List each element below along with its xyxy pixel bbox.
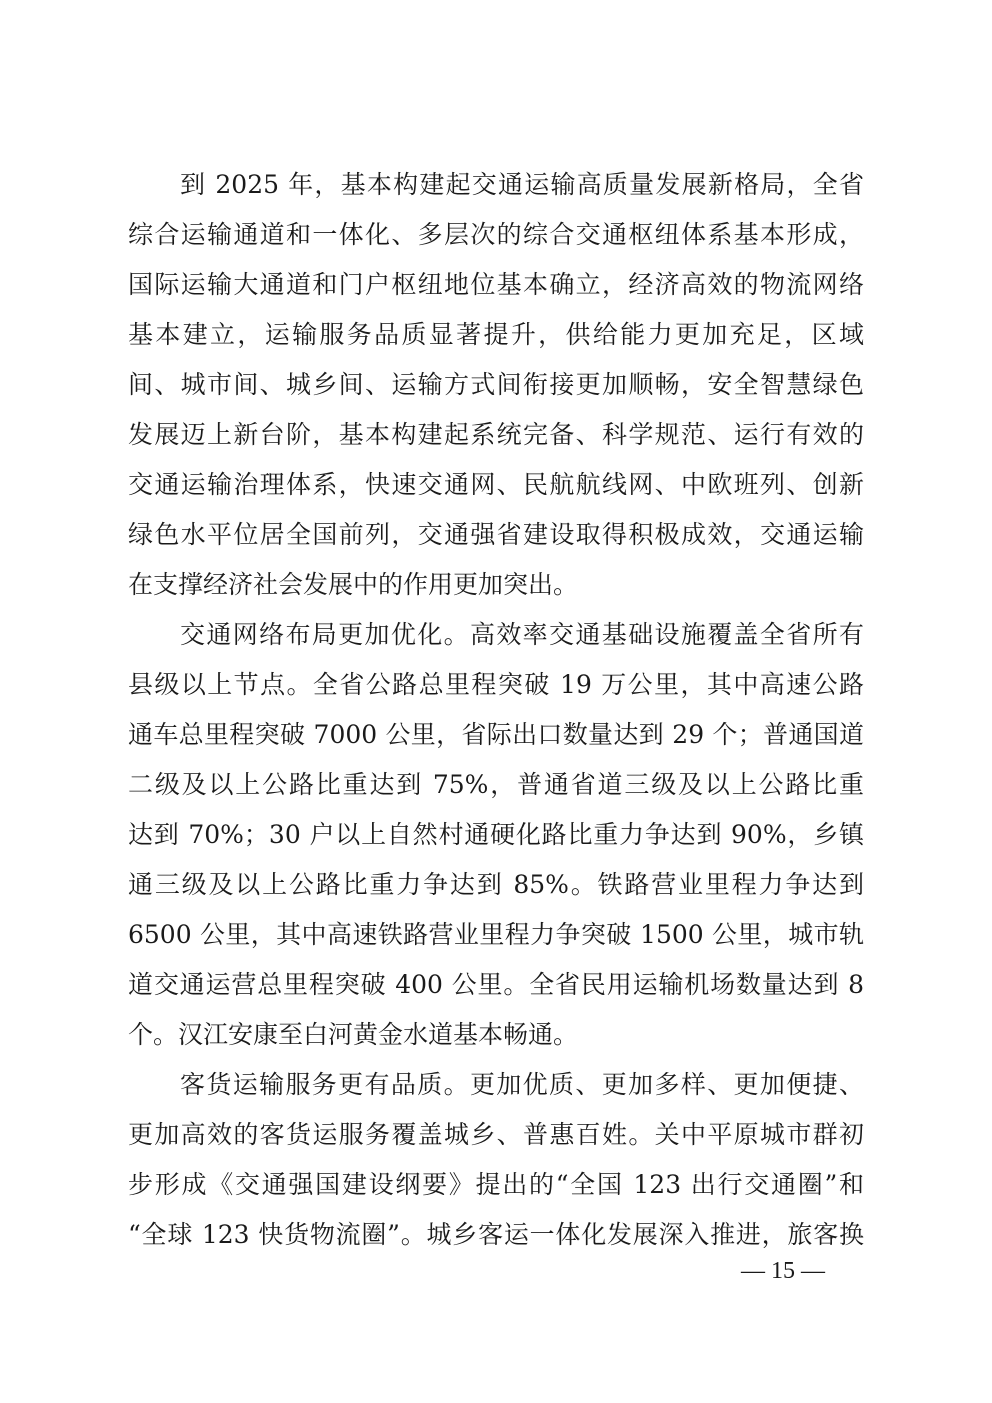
text-line: 通三级及以上公路比重力争达到 85%。铁路营业里程力争达到 (128, 870, 864, 899)
text-line: 县级以上节点。全省公路总里程突破 19 万公里，其中高速公路 (128, 670, 864, 699)
text-line: 个。汉江安康至白河黄金水道基本畅通。 (128, 1020, 579, 1049)
text-line: 综合运输通道和一体化、多层次的综合交通枢纽体系基本形成， (128, 220, 864, 249)
text-line: 步形成《交通强国建设纲要》提出的“全国 123 出行交通圈”和 (128, 1170, 864, 1199)
paragraph-2025-goals (128, 160, 864, 610)
text-line: 交通网络布局更加优化。高效率交通基础设施覆盖全省所有 (180, 620, 864, 649)
text-line: 道交通运营总里程突破 400 公里。全省民用运输机场数量达到 8 (128, 970, 864, 999)
paragraph-network-layout (128, 610, 864, 1060)
text-line: 发展迈上新台阶，基本构建起系统完备、科学规范、运行有效的 (128, 420, 864, 449)
text-line: 交通运输治理体系，快速交通网、民航航线网、中欧班列、创新 (128, 470, 864, 499)
text-line: 在支撑经济社会发展中的作用更加突出。 (128, 570, 579, 599)
text-line: 基本建立，运输服务品质显著提升，供给能力更加充足，区域 (128, 320, 864, 349)
text-line: 国际运输大通道和门户枢纽地位基本确立，经济高效的物流网络 (128, 270, 864, 299)
body-text (128, 160, 864, 1260)
text-line: 通车总里程突破 7000 公里，省际出口数量达到 29 个；普通国道 (128, 720, 864, 749)
text-line: 6500 公里，其中高速铁路营业里程力争突破 1500 公里，城市轨 (128, 920, 864, 949)
text-line: 客货运输服务更有品质。更加优质、更加多样、更加便捷、 (180, 1070, 864, 1099)
text-line: “全球 123 快货物流圈”。城乡客运一体化发展深入推进，旅客换 (128, 1220, 864, 1249)
text-line: 到 2025 年，基本构建起交通运输高质量发展新格局，全省 (180, 170, 864, 199)
text-line: 更加高效的客货运服务覆盖城乡、普惠百姓。关中平原城市群初 (128, 1120, 864, 1149)
text-line: 达到 70%；30 户以上自然村通硬化路比重力争达到 90%，乡镇 (128, 820, 864, 849)
text-line: 间、城市间、城乡间、运输方式间衔接更加顺畅，安全智慧绿色 (128, 370, 864, 399)
text-line: 二级及以上公路比重达到 75%，普通省道三级及以上公路比重 (128, 770, 864, 799)
paragraph-transport-services (128, 1060, 864, 1260)
text-line: 绿色水平位居全国前列，交通强省建设取得积极成效，交通运输 (128, 520, 864, 549)
page-number: — 15 — (741, 1258, 825, 1284)
